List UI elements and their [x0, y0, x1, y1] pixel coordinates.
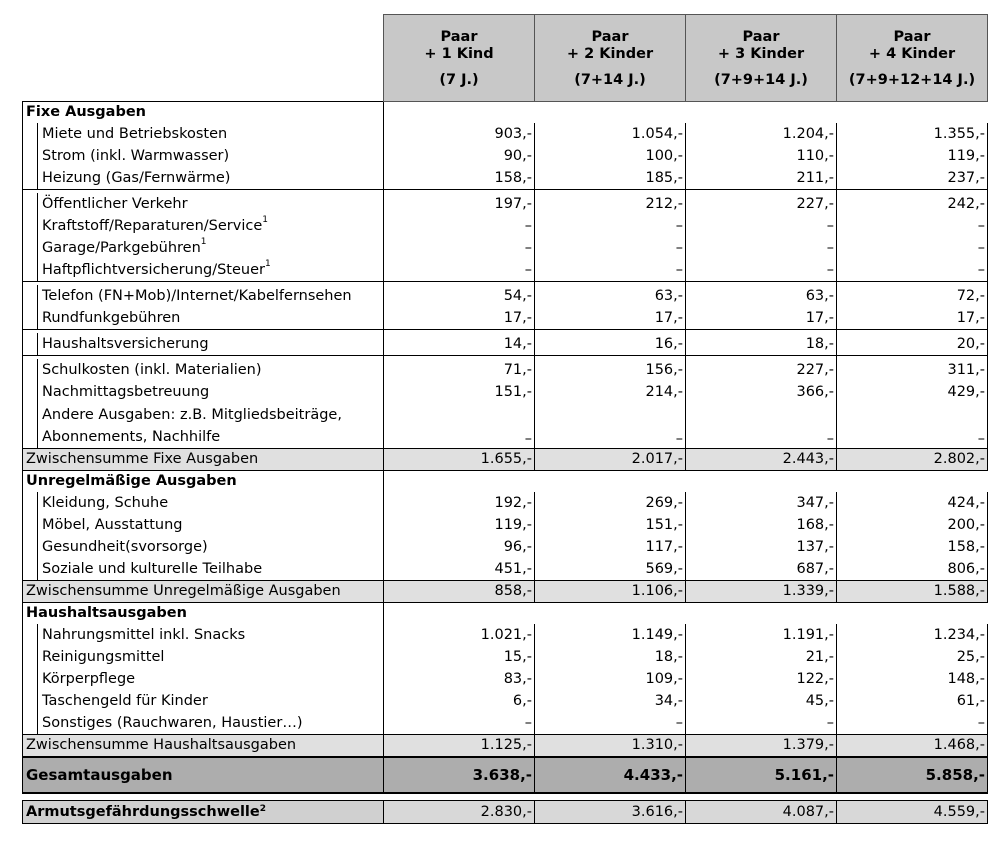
threshold-row [23, 801, 988, 824]
value-cell: – [837, 259, 988, 282]
value-cell: – [686, 215, 837, 237]
value-cell: – [535, 712, 686, 735]
table-row [23, 381, 988, 403]
subtotal-row-unregel [23, 581, 988, 603]
row-label: Telefon (FN+Mob)/Internet/Kabelfernsehen [37, 285, 383, 307]
value-cell: 687,- [686, 558, 837, 581]
total-value: 5.858,- [837, 757, 988, 793]
value-cell: 17,- [384, 307, 535, 330]
table-row [23, 307, 988, 330]
value-cell: 83,- [384, 668, 535, 690]
value-cell: 269,- [535, 492, 686, 514]
row-label: Miete und Betriebskosten [37, 123, 383, 145]
row-label: Taschengeld für Kinder [37, 690, 383, 712]
value-cell: – [837, 712, 988, 735]
value-cell: 45,- [686, 690, 837, 712]
value-cell: 61,- [837, 690, 988, 712]
row-label: Garage/Parkgebühren$^1$ [37, 237, 383, 259]
section-title: Fixe Ausgaben [23, 102, 384, 124]
subtotal-value: 1.310,- [535, 735, 686, 758]
value-cell: 100,- [535, 145, 686, 167]
subtotal-value: 1.468,- [837, 735, 988, 758]
table-row [23, 285, 988, 307]
value-cell: 63,- [535, 285, 686, 307]
value-cell: 424,- [837, 492, 988, 514]
row-label: Nahrungsmittel inkl. Snacks [37, 624, 383, 646]
column-header-2: Paar + 2 Kinder (7+14 J.) [535, 15, 686, 102]
table-row [23, 536, 988, 558]
table-row [23, 624, 988, 646]
value-cell: 34,- [535, 690, 686, 712]
subtotal-value: 2.802,- [837, 449, 988, 471]
table-row [23, 359, 988, 381]
value-cell: 366,- [686, 381, 837, 403]
row-label: Sonstiges (Rauchwaren, Haustier…) [37, 712, 383, 734]
value-cell: 6,- [384, 690, 535, 712]
value-cell: 1.204,- [686, 123, 837, 145]
value-cell: 227,- [686, 193, 837, 215]
row-label: Körperpflege [37, 668, 383, 690]
value-cell: – [535, 403, 686, 449]
value-cell: 71,- [384, 359, 535, 381]
row-label: Heizung (Gas/Fernwärme) [37, 167, 383, 189]
section-header-fixe [23, 102, 988, 124]
value-cell: 18,- [686, 333, 837, 356]
row-label: Schulkosten (inkl. Materialien) [37, 359, 383, 381]
value-cell: 17,- [535, 307, 686, 330]
table-row [23, 403, 988, 449]
value-cell: 18,- [535, 646, 686, 668]
value-cell: 451,- [384, 558, 535, 581]
value-cell: 54,- [384, 285, 535, 307]
value-cell: 119,- [837, 145, 988, 167]
subtotal-value: 1.588,- [837, 581, 988, 603]
value-cell: 1.021,- [384, 624, 535, 646]
value-cell: 237,- [837, 167, 988, 190]
value-cell: – [686, 237, 837, 259]
table-row [23, 646, 988, 668]
header-row [23, 15, 988, 102]
table-row [23, 167, 988, 190]
total-value: 3.638,- [384, 757, 535, 793]
value-cell: 200,- [837, 514, 988, 536]
subtotal-row-fixe [23, 449, 988, 471]
value-cell: – [686, 259, 837, 282]
value-cell: 168,- [686, 514, 837, 536]
spacer-row [23, 793, 988, 801]
table-row [23, 259, 988, 282]
value-cell: 311,- [837, 359, 988, 381]
row-label: Haushaltsversicherung [37, 333, 383, 355]
row-label: Gesundheit(svorsorge) [37, 536, 383, 558]
value-cell: – [535, 259, 686, 282]
table-row [23, 668, 988, 690]
section-title: Haushaltsausgaben [23, 603, 384, 625]
value-cell: – [384, 237, 535, 259]
subtotal-value: 1.379,- [686, 735, 837, 758]
value-cell: 158,- [384, 167, 535, 190]
value-cell: – [384, 712, 535, 735]
value-cell: – [384, 403, 535, 449]
subtotal-value: 1.655,- [384, 449, 535, 471]
subtotal-value: 1.106,- [535, 581, 686, 603]
table-row [23, 492, 988, 514]
value-cell: 806,- [837, 558, 988, 581]
value-cell: 21,- [686, 646, 837, 668]
value-cell: – [837, 215, 988, 237]
subtotal-value: 2.017,- [535, 449, 686, 471]
value-cell: 347,- [686, 492, 837, 514]
column-header-4: Paar + 4 Kinder (7+9+12+14 J.) [837, 15, 988, 102]
value-cell: 122,- [686, 668, 837, 690]
row-label: Strom (inkl. Warmwasser) [37, 145, 383, 167]
row-label: Andere Ausgaben: z.B. Mitgliedsbeiträge, Abonnements, Nachhilfe [37, 403, 383, 449]
row-label: Haftpflichtversicherung/Steuer$^1$ [37, 259, 383, 281]
subtotal-value: 1.125,- [384, 735, 535, 758]
value-cell: 117,- [535, 536, 686, 558]
value-cell: 90,- [384, 145, 535, 167]
value-cell: – [837, 237, 988, 259]
row-label: Kleidung, Schuhe [37, 492, 383, 514]
table-row [23, 712, 988, 735]
threshold-value: 4.559,- [837, 801, 988, 824]
row-label: Nachmittagsbetreuung [37, 381, 383, 403]
total-value: 5.161,- [686, 757, 837, 793]
value-cell: – [686, 403, 837, 449]
value-cell: 137,- [686, 536, 837, 558]
threshold-value: 4.087,- [686, 801, 837, 824]
value-cell: 211,- [686, 167, 837, 190]
value-cell: 17,- [837, 307, 988, 330]
table-row [23, 558, 988, 581]
header-blank-cell [23, 15, 384, 102]
subtotal-value: 1.339,- [686, 581, 837, 603]
value-cell: 96,- [384, 536, 535, 558]
row-label: Rundfunkgebühren [37, 307, 383, 329]
value-cell: – [837, 403, 988, 449]
table-row [23, 237, 988, 259]
subtotal-value: 858,- [384, 581, 535, 603]
table-row [23, 215, 988, 237]
row-label: Reinigungsmittel [37, 646, 383, 668]
value-cell: 1.234,- [837, 624, 988, 646]
value-cell: 109,- [535, 668, 686, 690]
value-cell: 110,- [686, 145, 837, 167]
row-label: Möbel, Ausstattung [37, 514, 383, 536]
value-cell: 17,- [686, 307, 837, 330]
value-cell: 156,- [535, 359, 686, 381]
value-cell: – [535, 215, 686, 237]
value-cell: 151,- [384, 381, 535, 403]
subtotal-row-haushalt [23, 735, 988, 758]
value-cell: 903,- [384, 123, 535, 145]
column-header-1: Paar + 1 Kind (7 J.) [384, 15, 535, 102]
row-label: Öffentlicher Verkehr [37, 193, 383, 215]
table-row [23, 193, 988, 215]
threshold-label: Armutsgefährdungsschwelle$^2$ [23, 801, 384, 824]
value-cell: – [384, 215, 535, 237]
section-header-unregel [23, 471, 988, 493]
value-cell: 1.149,- [535, 624, 686, 646]
section-title: Unregelmäßige Ausgaben [23, 471, 384, 493]
value-cell: 16,- [535, 333, 686, 356]
value-cell: 25,- [837, 646, 988, 668]
table-row [23, 333, 988, 356]
value-cell: 63,- [686, 285, 837, 307]
table-row [23, 145, 988, 167]
value-cell: 214,- [535, 381, 686, 403]
value-cell: 15,- [384, 646, 535, 668]
row-label: Soziale und kulturelle Teilhabe [37, 558, 383, 580]
value-cell: 1.191,- [686, 624, 837, 646]
table-row [23, 690, 988, 712]
value-cell: 158,- [837, 536, 988, 558]
subtotal-value: 2.443,- [686, 449, 837, 471]
value-cell: – [535, 237, 686, 259]
threshold-value: 3.616,- [535, 801, 686, 824]
budget-table-document [22, 14, 988, 824]
total-row [23, 757, 988, 793]
budget-table [22, 14, 988, 824]
column-header-3: Paar + 3 Kinder (7+9+14 J.) [686, 15, 837, 102]
value-cell: 569,- [535, 558, 686, 581]
value-cell: 197,- [384, 193, 535, 215]
value-cell: 72,- [837, 285, 988, 307]
threshold-value: 2.830,- [384, 801, 535, 824]
subtotal-label: Zwischensumme Haushaltsausgaben [23, 735, 384, 758]
total-value: 4.433,- [535, 757, 686, 793]
table-row [23, 123, 988, 145]
value-cell: 242,- [837, 193, 988, 215]
value-cell: 429,- [837, 381, 988, 403]
value-cell: 1.054,- [535, 123, 686, 145]
subtotal-label: Zwischensumme Fixe Ausgaben [23, 449, 384, 471]
value-cell: – [686, 712, 837, 735]
table-row [23, 514, 988, 536]
value-cell: 119,- [384, 514, 535, 536]
value-cell: 185,- [535, 167, 686, 190]
subtotal-label: Zwischensumme Unregelmäßige Ausgaben [23, 581, 384, 603]
value-cell: 212,- [535, 193, 686, 215]
value-cell: – [384, 259, 535, 282]
value-cell: 20,- [837, 333, 988, 356]
total-label: Gesamtausgaben [23, 757, 384, 793]
value-cell: 192,- [384, 492, 535, 514]
value-cell: 148,- [837, 668, 988, 690]
row-label: Kraftstoff/Reparaturen/Service$^1$ [37, 215, 383, 237]
value-cell: 151,- [535, 514, 686, 536]
section-header-haushalt [23, 603, 988, 625]
value-cell: 227,- [686, 359, 837, 381]
value-cell: 14,- [384, 333, 535, 356]
value-cell: 1.355,- [837, 123, 988, 145]
